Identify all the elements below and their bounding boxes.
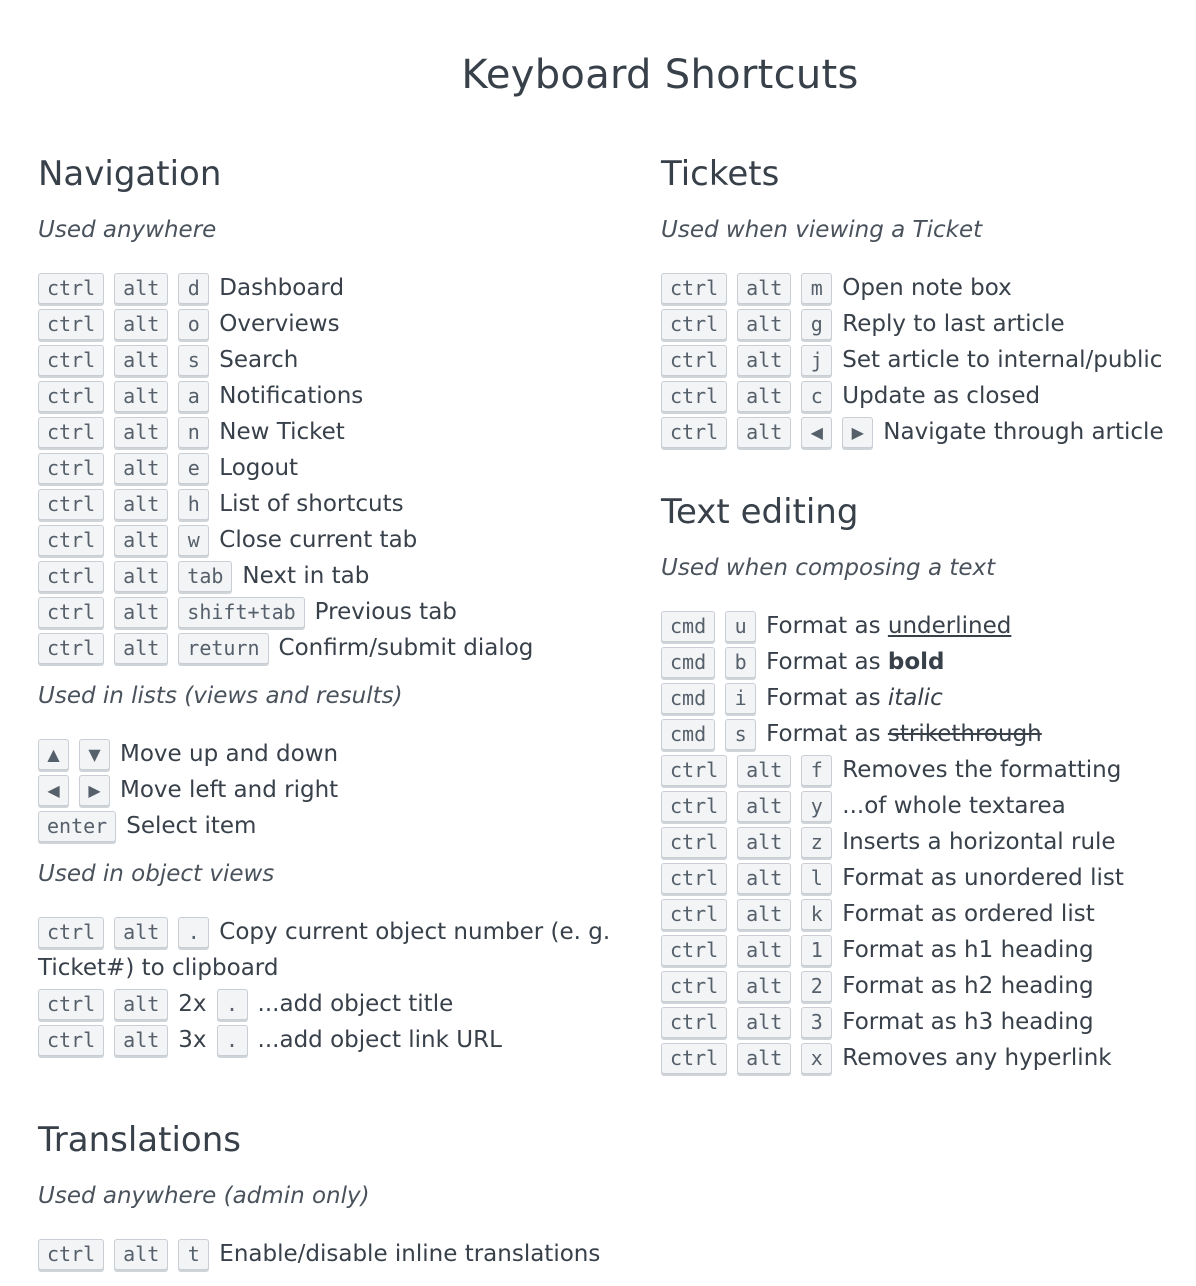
shortcut-row — [661, 932, 1191, 968]
key-cap: alt — [114, 561, 168, 592]
key-cap: alt — [737, 1007, 791, 1038]
key-cap: . — [178, 917, 209, 948]
key-cap: alt — [737, 273, 791, 304]
key-cap: ctrl — [38, 597, 104, 628]
key-cap: cmd — [661, 647, 715, 678]
page-title: Keyboard Shortcuts — [461, 52, 859, 98]
key-cap: shift+tab — [178, 597, 304, 628]
shortcut-description: Dashboard — [219, 275, 345, 301]
key-cap: alt — [114, 345, 168, 376]
section-heading: Navigation — [38, 154, 222, 194]
shortcut-description: Navigate through article — [883, 419, 1164, 445]
key-cap: cmd — [661, 611, 715, 642]
arrow-key-icon: ◀ — [38, 775, 69, 806]
shortcut-row — [661, 824, 1191, 860]
arrow-key-icon: ▲ — [38, 739, 69, 770]
key-cap: ctrl — [661, 827, 727, 858]
text-editing-section — [661, 490, 1191, 1076]
key-cap: alt — [737, 899, 791, 930]
shortcut-description: Inserts a horizontal rule — [842, 829, 1116, 855]
key-cap: 3 — [801, 1007, 832, 1038]
key-cap: cmd — [661, 683, 715, 714]
key-cap: o — [178, 309, 209, 340]
shortcut-description: Select item — [126, 813, 257, 839]
key-cap: b — [725, 647, 756, 678]
key-cap: cmd — [661, 719, 715, 750]
shortcut-description: Format as — [766, 613, 888, 639]
shortcut-row — [38, 1236, 638, 1272]
group-subtitle: Used anywhere (admin only) — [38, 1183, 370, 1209]
key-cap: s — [725, 719, 756, 750]
shortcut-row — [661, 306, 1191, 342]
key-cap: alt — [737, 863, 791, 894]
shortcut-description: Confirm/submit dialog — [278, 635, 534, 661]
key-cap: 2 — [801, 971, 832, 1002]
key-cap: ctrl — [661, 1007, 727, 1038]
section-heading: Text editing — [661, 492, 859, 532]
key-cap: ctrl — [661, 1043, 727, 1074]
key-cap: ctrl — [661, 935, 727, 966]
shortcut-description: Format as unordered list — [842, 865, 1124, 891]
shortcut-row — [38, 808, 638, 844]
key-cap: alt — [114, 989, 168, 1020]
key-cap: e — [178, 453, 209, 484]
key-cap: ctrl — [38, 525, 104, 556]
shortcut-row — [661, 896, 1191, 932]
shortcut-description: Reply to last article — [842, 311, 1065, 337]
key-cap: j — [801, 345, 832, 376]
shortcut-description: Format as — [766, 649, 888, 675]
shortcut-description: Format as — [766, 685, 888, 711]
shortcut-description: Close current tab — [219, 527, 418, 553]
key-cap: h — [178, 489, 209, 520]
group-subtitle: Used in lists (views and results) — [38, 683, 403, 709]
shortcut-row — [661, 1040, 1191, 1076]
key-cap: a — [178, 381, 209, 412]
shortcut-row — [38, 914, 638, 986]
key-cap: ctrl — [661, 345, 727, 376]
key-cap: alt — [737, 755, 791, 786]
key-cap: . — [217, 1025, 248, 1056]
key-cap: ctrl — [661, 755, 727, 786]
key-cap: i — [725, 683, 756, 714]
shortcut-description: Set article to internal/public — [842, 347, 1163, 373]
key-cap: alt — [114, 525, 168, 556]
key-cap: alt — [737, 309, 791, 340]
key-cap: alt — [737, 417, 791, 448]
shortcut-description: ...of whole textarea — [842, 793, 1066, 819]
shortcut-row — [661, 378, 1191, 414]
shortcut-description: ...add object title — [257, 991, 454, 1017]
shortcut-description: Next in tab — [242, 563, 370, 589]
shortcut-row — [38, 772, 638, 808]
shortcut-description: Open note box — [842, 275, 1012, 301]
key-cap: l — [801, 863, 832, 894]
key-cap: ctrl — [38, 561, 104, 592]
shortcut-description: Format as h3 heading — [842, 1009, 1094, 1035]
shortcut-row — [661, 752, 1191, 788]
group-subtitle: Used anywhere — [38, 217, 217, 243]
shortcut-row — [661, 270, 1191, 306]
key-cap: alt — [737, 971, 791, 1002]
key-cap: w — [178, 525, 209, 556]
key-cap: alt — [114, 381, 168, 412]
group-subtitle: Used when composing a text — [661, 555, 996, 581]
shortcut-row — [661, 860, 1191, 896]
key-cap: ctrl — [38, 633, 104, 664]
styled-example: italic — [887, 685, 943, 711]
key-cap: alt — [114, 633, 168, 664]
shortcut-row — [38, 270, 638, 306]
key-cap: ctrl — [661, 899, 727, 930]
shortcut-description: Logout — [219, 455, 299, 481]
shortcut-row — [661, 716, 1191, 752]
shortcut-row — [38, 1022, 638, 1058]
shortcut-description: Notifications — [219, 383, 364, 409]
styled-example: bold — [887, 649, 945, 675]
key-cap: ctrl — [38, 989, 104, 1020]
key-cap: 1 — [801, 935, 832, 966]
key-cap: ctrl — [38, 381, 104, 412]
shortcut-description: New Ticket — [219, 419, 345, 445]
shortcut-row — [38, 558, 638, 594]
shortcut-row — [38, 630, 638, 666]
key-cap: ctrl — [38, 1025, 104, 1056]
group-subtitle: Used when viewing a Ticket — [661, 217, 983, 243]
shortcut-row — [38, 306, 638, 342]
key-cap: ctrl — [38, 1239, 104, 1270]
key-cap: c — [801, 381, 832, 412]
key-cap: u — [725, 611, 756, 642]
key-cap: alt — [737, 345, 791, 376]
shortcut-row — [38, 450, 638, 486]
arrow-key-icon: ◀ — [801, 417, 832, 448]
key-cap: alt — [114, 309, 168, 340]
arrow-key-icon: ▶ — [842, 417, 873, 448]
shortcut-description: Previous tab — [314, 599, 457, 625]
key-cap: alt — [114, 597, 168, 628]
shortcut-row — [38, 486, 638, 522]
key-cap: alt — [737, 935, 791, 966]
shortcut-row — [38, 378, 638, 414]
key-cap: k — [801, 899, 832, 930]
shortcut-row — [661, 608, 1191, 644]
shortcut-description: ...add object link URL — [257, 1027, 502, 1053]
arrow-key-icon: ▶ — [79, 775, 110, 806]
key-cap: alt — [737, 827, 791, 858]
group-subtitle: Used in object views — [38, 861, 275, 887]
shortcut-row — [38, 522, 638, 558]
key-cap: g — [801, 309, 832, 340]
shortcut-row — [661, 680, 1191, 716]
key-cap: ctrl — [38, 417, 104, 448]
shortcut-description: Overviews — [219, 311, 340, 337]
shortcut-description: Format as h2 heading — [842, 973, 1094, 999]
shortcut-description: Copy current object number (e. g. Ticket#) to clipboard — [38, 919, 611, 981]
shortcut-row — [661, 414, 1191, 450]
key-cap: alt — [114, 917, 168, 948]
navigation-section — [38, 152, 638, 1058]
key-cap: m — [801, 273, 832, 304]
shortcut-row — [661, 968, 1191, 1004]
shortcut-row — [38, 594, 638, 630]
shortcut-row — [38, 342, 638, 378]
shortcut-row — [661, 644, 1191, 680]
key-cap: t — [178, 1239, 209, 1270]
key-cap: enter — [38, 811, 116, 842]
translations-section — [38, 1118, 638, 1272]
key-cap: y — [801, 791, 832, 822]
key-cap: ctrl — [661, 309, 727, 340]
key-cap: ctrl — [661, 863, 727, 894]
key-cap: ctrl — [38, 917, 104, 948]
key-cap: alt — [737, 381, 791, 412]
key-cap: ctrl — [38, 309, 104, 340]
shortcut-row — [38, 414, 638, 450]
key-cap: ctrl — [661, 417, 727, 448]
key-cap: alt — [114, 273, 168, 304]
key-cap: alt — [114, 453, 168, 484]
section-heading: Tickets — [661, 154, 780, 194]
key-cap: . — [217, 989, 248, 1020]
shortcut-description: Move up and down — [120, 741, 339, 767]
shortcut-description: Enable/disable inline translations — [219, 1241, 601, 1267]
shortcut-description: Removes the formatting — [842, 757, 1122, 783]
key-cap: ctrl — [661, 381, 727, 412]
shortcut-row — [661, 1004, 1191, 1040]
shortcut-description: Search — [219, 347, 299, 373]
shortcut-row — [38, 986, 638, 1022]
key-cap: tab — [178, 561, 232, 592]
key-cap: return — [178, 633, 268, 664]
arrow-key-icon: ▼ — [79, 739, 110, 770]
shortcut-description: Update as closed — [842, 383, 1041, 409]
shortcut-description: Format as — [766, 721, 888, 747]
key-cap: ctrl — [661, 273, 727, 304]
key-cap: d — [178, 273, 209, 304]
shortcut-description: Move left and right — [120, 777, 339, 803]
key-cap: ctrl — [661, 791, 727, 822]
shortcut-description: Removes any hyperlink — [842, 1045, 1112, 1071]
shortcut-row — [661, 342, 1191, 378]
section-heading: Translations — [38, 1120, 241, 1160]
styled-example: strikethrough — [887, 721, 1042, 747]
shortcut-description: List of shortcuts — [219, 491, 404, 517]
shortcut-row — [661, 788, 1191, 824]
shortcut-row — [38, 736, 638, 772]
key-cap: alt — [114, 489, 168, 520]
key-cap: ctrl — [661, 971, 727, 1002]
key-cap: alt — [114, 1025, 168, 1056]
key-cap: ctrl — [38, 489, 104, 520]
key-cap: z — [801, 827, 832, 858]
key-cap: alt — [737, 791, 791, 822]
shortcut-description: Format as ordered list — [842, 901, 1095, 927]
key-cap: alt — [737, 1043, 791, 1074]
key-cap: f — [801, 755, 832, 786]
key-cap: n — [178, 417, 209, 448]
key-cap: alt — [114, 417, 168, 448]
shortcut-description: Format as h1 heading — [842, 937, 1094, 963]
tickets-section — [661, 152, 1191, 450]
repeat-count: 3x — [178, 1027, 207, 1053]
styled-example: underlined — [887, 613, 1012, 639]
key-cap: alt — [114, 1239, 168, 1270]
key-cap: ctrl — [38, 453, 104, 484]
key-cap: ctrl — [38, 345, 104, 376]
key-cap: x — [801, 1043, 832, 1074]
key-cap: ctrl — [38, 273, 104, 304]
key-cap: s — [178, 345, 209, 376]
repeat-count: 2x — [178, 991, 207, 1017]
